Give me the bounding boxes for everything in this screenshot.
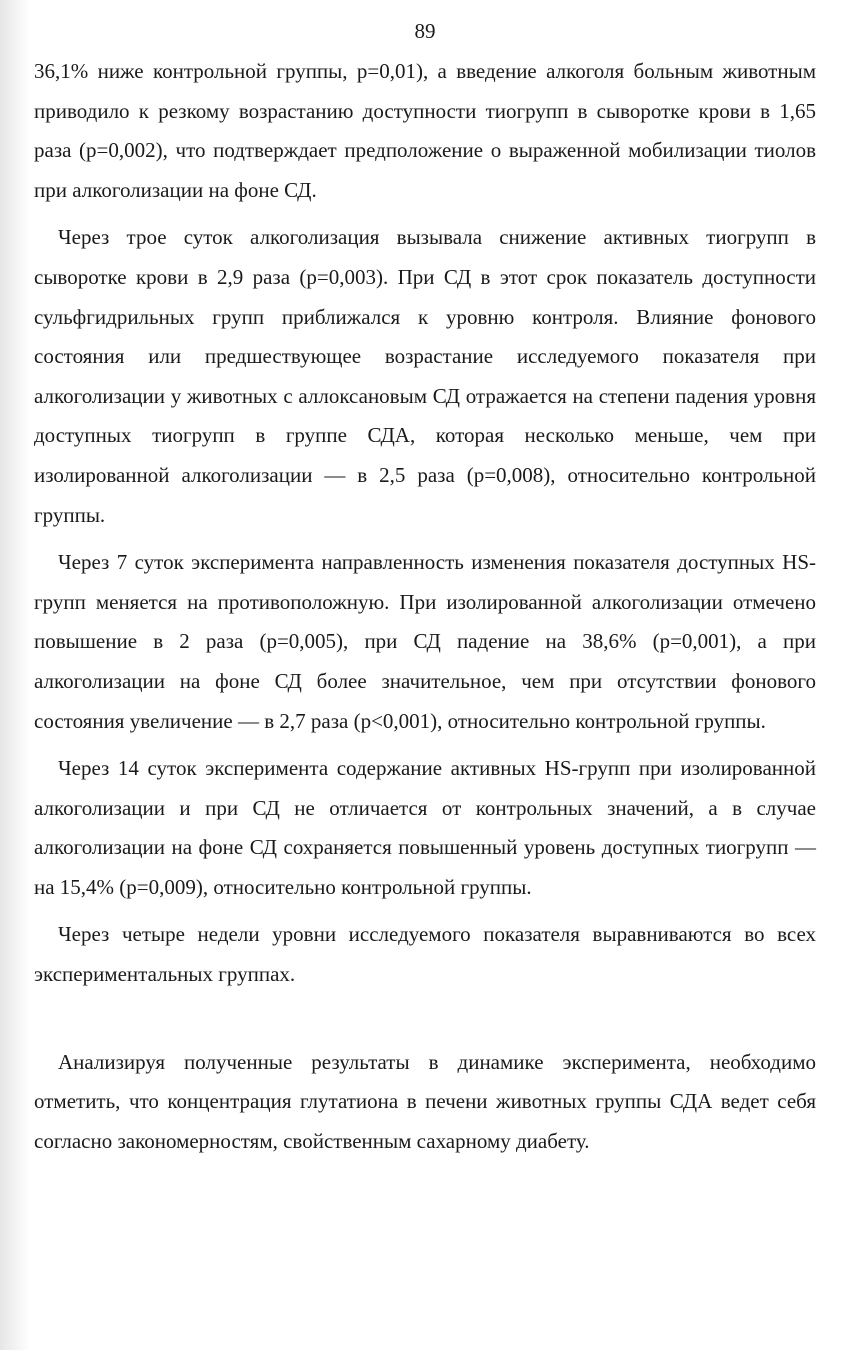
paragraph-5: Через четыре недели уровни исследуемого показателя выравниваются во всех экспериментальных группах. xyxy=(34,922,816,987)
paragraph-1: 36,1% ниже контрольной группы, р=0,01), а введение алкоголя больным животным приводило к резкому возрастанию доступности тиогрупп в сыворотке крови в 1,65 раза (р=0,002), что подтверждает предположение о выраженной мобилизации тиолов при алкоголизации на фоне СД. xyxy=(34,59,816,202)
section-gap xyxy=(34,995,816,1043)
page-number: 89 xyxy=(414,19,436,43)
paragraph-2: Через трое суток алкоголизация вызывала снижение активных тиогрупп в сыворотке крови в 2,9 раза (р=0,003). При СД в этот срок показатель доступности сульфгидрильных групп приближался к уровню контроля. Влияние фонового состояния или предшествующее возрастание исследуемого показателя при алкоголизации у животных с аллоксановым СД отражается на степени падения уровня доступных тиогрупп в группе СДА, которая несколько меньше, чем при изолированной алкоголизации — в 2,5 раза (р=0,008), относительно контрольной группы. xyxy=(34,225,816,527)
paragraph-gap xyxy=(34,535,816,543)
paragraph-gap xyxy=(34,741,816,749)
paragraph-4: Через 14 суток эксперимента содержание активных HS-групп при изолированной алкоголизации и при СД не отличается от контрольных значений, а в случае алкоголизации на фоне СД сохраняется повышенный уровень доступных тиогрупп — на 15,4% (р=0,009), относительно контрольной группы. xyxy=(34,756,816,899)
paragraph-3: Через 7 суток эксперимента направленность изменения показателя доступных HS-групп меняется на противоположную. При изолированной алкоголизации отмечено повышение в 2 раза (р=0,005), при СД падение на 38,6% (р=0,001), а при алкоголизации на фоне СД более значительное, чем при отсутствии фонового состояния увеличение — в 2,7 раза (р<0,001), относительно контрольной группы. xyxy=(34,550,816,733)
paragraph-gap xyxy=(34,907,816,915)
scan-edge-shadow xyxy=(0,0,30,1350)
body-text xyxy=(34,52,816,1161)
paragraph-6: Анализируя полученные результаты в динамике эксперимента, необходимо отметить, что концентрация глутатиона в печени животных группы СДА ведет себя согласно закономерностям, свойственным сахарному диабету. xyxy=(34,1049,816,1153)
paragraph-gap xyxy=(34,210,816,218)
